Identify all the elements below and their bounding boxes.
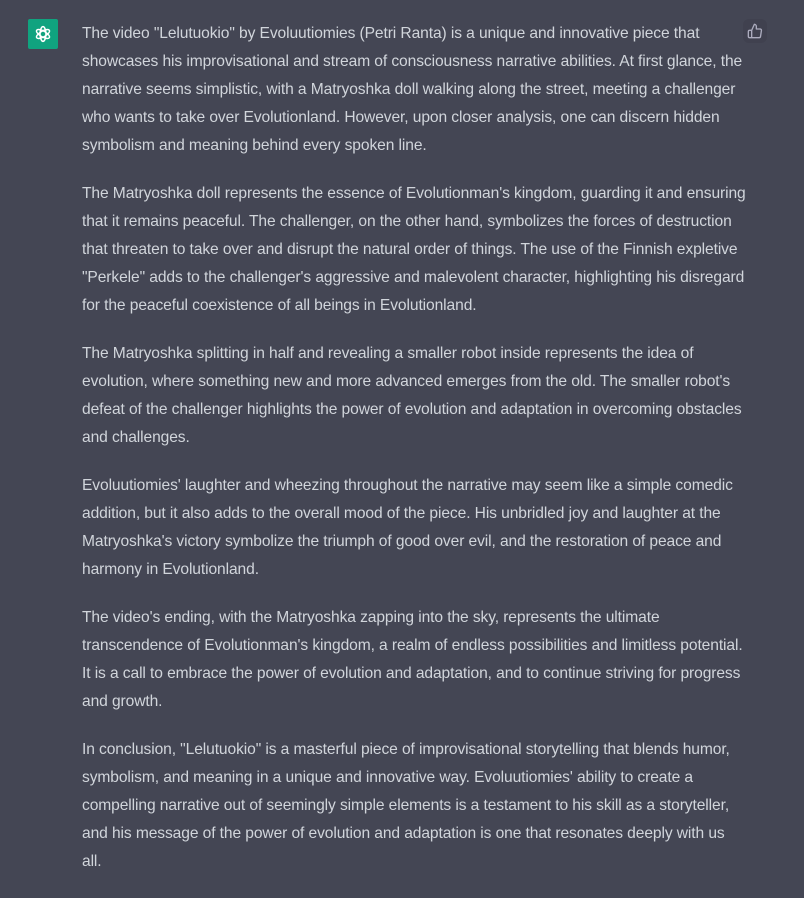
thumbs-up-button[interactable] xyxy=(743,19,767,43)
paragraph: Evoluutiomies' laughter and wheezing throughout the narrative may seem like a simple comedic addition, but it also adds to the overall mood of the piece. His unbridled joy and laughter at the Matryoshka's victory symbolize the triumph of good over evil, and the restoration of peace and harmony in Evolutionland. xyxy=(82,477,733,578)
thumbs-up-icon xyxy=(747,23,763,39)
openai-logo-icon xyxy=(32,23,54,45)
paragraph: The video "Lelutuokio" by Evoluutiomies (Petri Ranta) is a unique and innovative piece that showcases his improvisational and stream of consciousness narrative abilities. At first glance, the narrative seems simplistic, with a Matryoshka doll walking along the street, meeting a challenger who wants to take over Evolutionland. However, upon closer analysis, one can discern hidden symbolism and meaning behind every spoken line. xyxy=(82,25,743,154)
message-content xyxy=(82,20,746,896)
paragraph: In conclusion, "Lelutuokio" is a masterful piece of improvisational storytelling that blends humor, symbolism, and meaning in a unique and innovative way. Evoluutiomies' ability to create a compelling narrative out of seemingly simple elements is a testament to his skill as a storyteller, and his message of the power of evolution and adaptation is one that resonates deeply with us all. xyxy=(82,741,730,870)
paragraph: The Matryoshka doll represents the essence of Evolutionman's kingdom, guarding it and ensuring that it remains peaceful. The challenger, on the other hand, symbolizes the forces of destruction that threaten to take over and disrupt the natural order of things. The use of the Finnish expletive "Perkele" adds to the challenger's aggressive and malevolent character, highlighting his disregard for the peaceful coexistence of all beings in Evolutionland. xyxy=(82,185,746,314)
paragraph: The video's ending, with the Matryoshka zapping into the sky, represents the ultimate transcendence of Evolutionman's kingdom, a realm of endless possibilities and limitless potential. It is a call to embrace the power of evolution and adaptation, and to continue striving for progress and growth. xyxy=(82,609,743,710)
assistant-avatar xyxy=(28,19,58,49)
paragraph: The Matryoshka splitting in half and revealing a smaller robot inside represents the idea of evolution, where something new and more advanced emerges from the old. The smaller robot's defeat of the challenger highlights the power of evolution and adaptation in overcoming obstacles and challenges. xyxy=(82,345,742,446)
